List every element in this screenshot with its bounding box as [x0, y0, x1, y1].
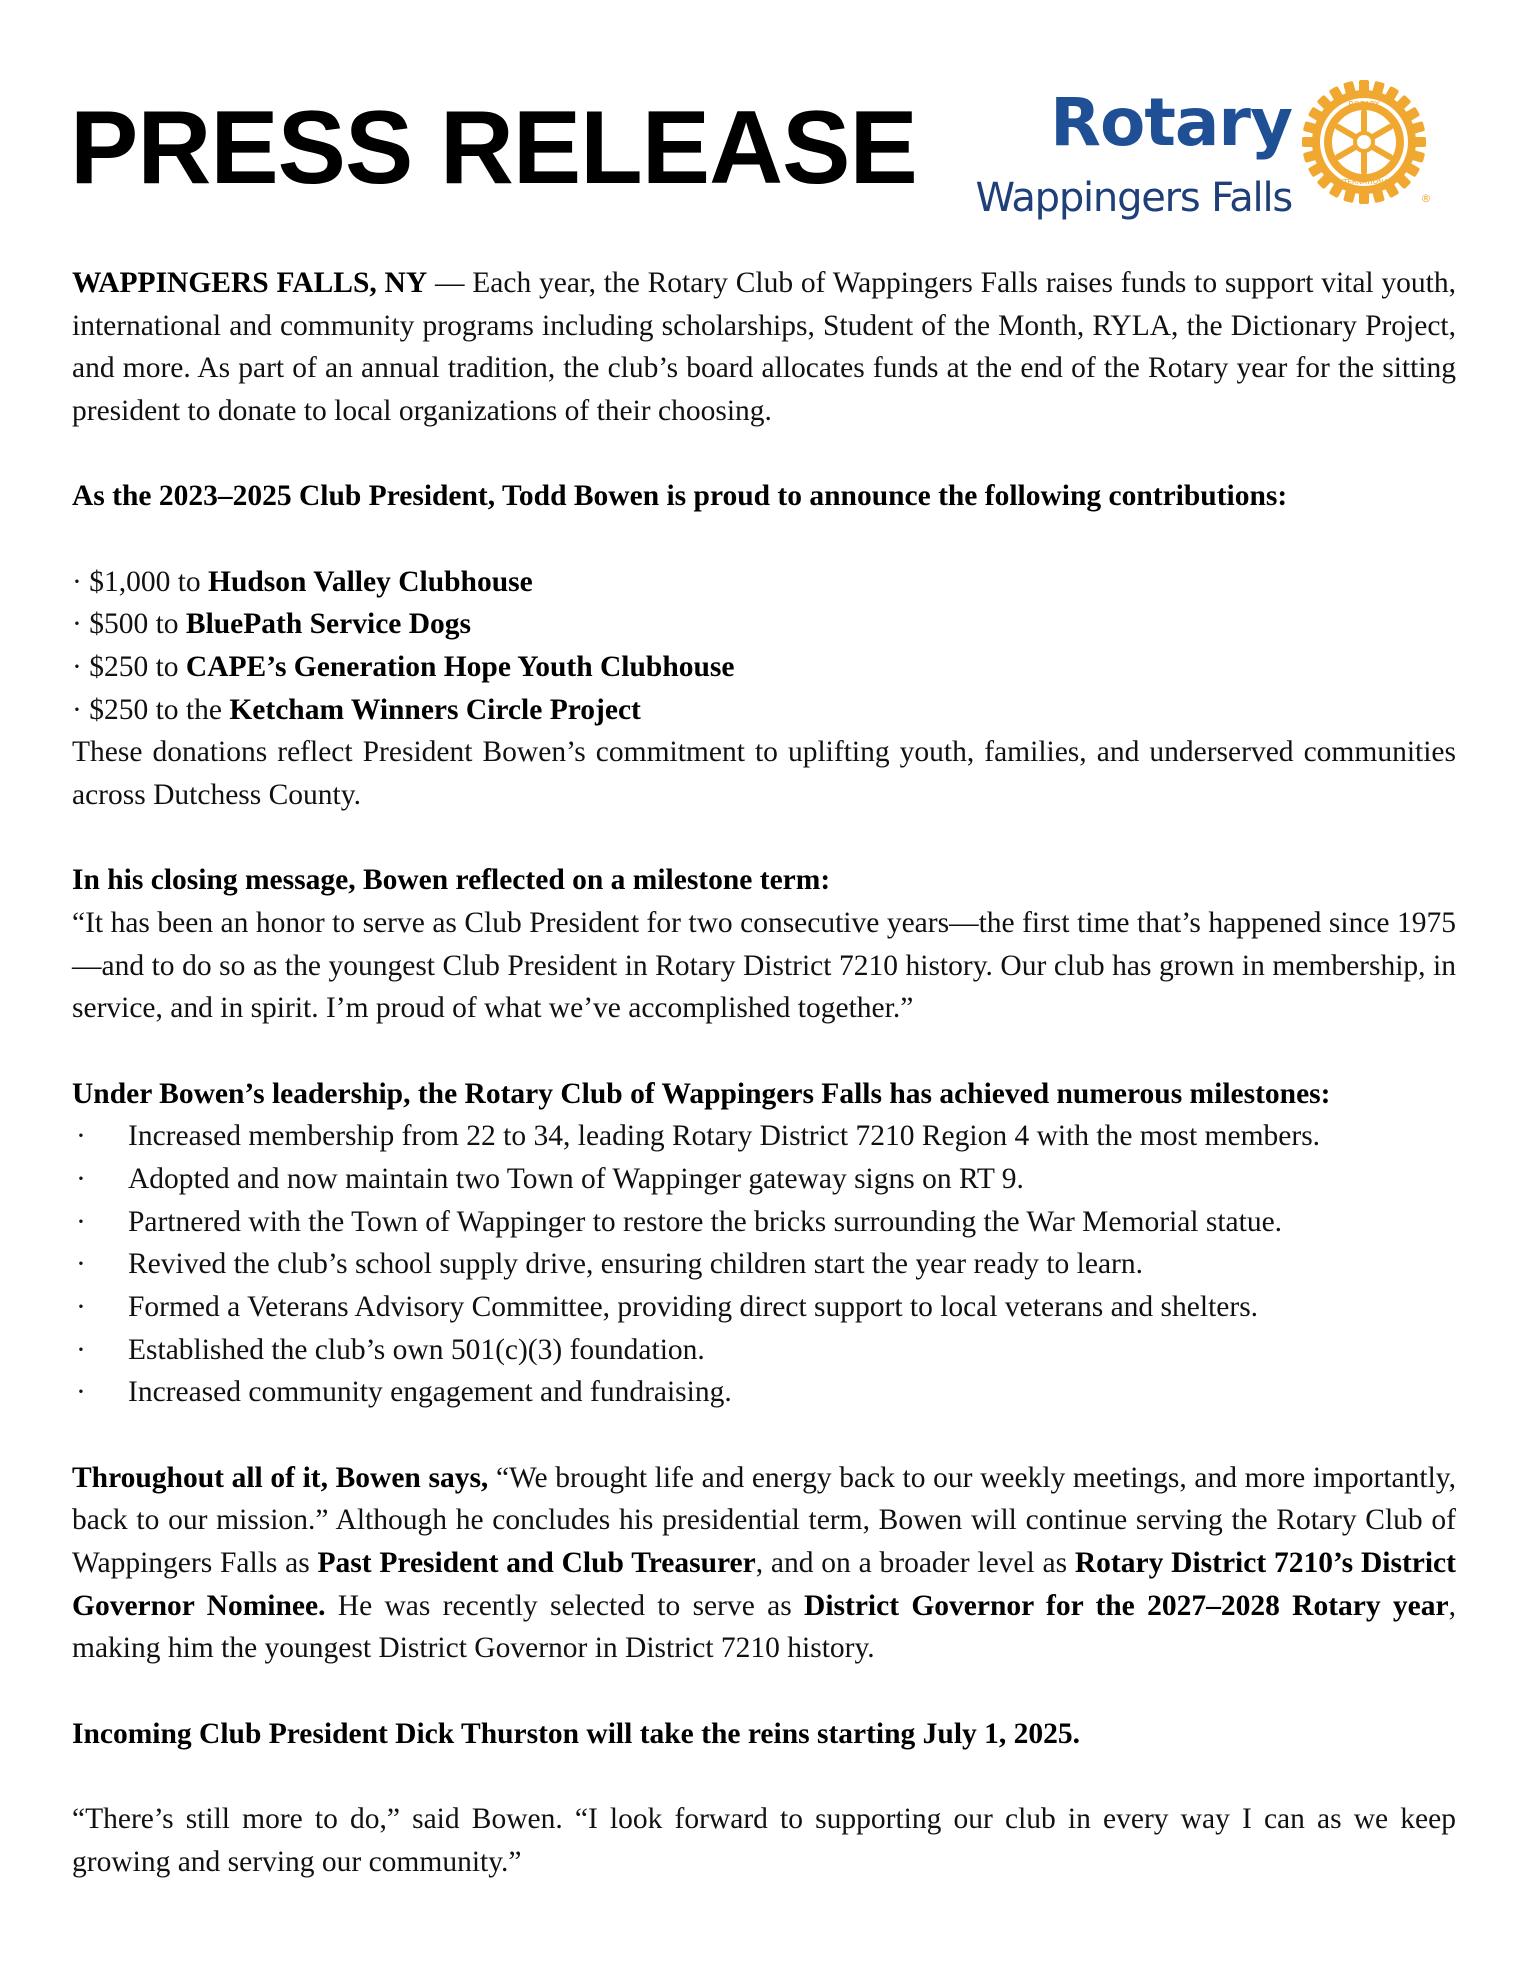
- donation-org: Ketcham Winners Circle Project: [229, 693, 641, 726]
- donation-org: BluePath Service Dogs: [185, 608, 472, 641]
- closing-heading: In his closing message, Bowen reflected on a milestone term:: [72, 864, 831, 897]
- donation-item: · $500 to BluePath Service Dogs: [72, 608, 472, 641]
- milestone-item: · Established the club’s own 501(c)(3) foundation.: [76, 1333, 705, 1366]
- milestones-heading: Under Bowen’s leadership, the Rotary Club of Wappingers Falls has achieved numerous milestones:: [72, 1077, 1331, 1110]
- announcement-heading: As the 2023–2025 Club President, Todd Bowen is proud to announce the following contributions:: [72, 480, 1288, 513]
- milestone-item: · Formed a Veterans Advisory Committee, providing direct support to local veterans and shelters.: [76, 1291, 1259, 1323]
- incoming-president: Incoming Club President Dick Thurston will take the reins starting July 1, 2025.: [72, 1717, 1081, 1750]
- logo-name: Rotary: [1050, 84, 1292, 161]
- logo-subtitle: Wappingers Falls: [975, 175, 1292, 221]
- registered-mark: ®: [1420, 192, 1432, 205]
- milestones-list: [72, 1115, 1456, 1414]
- press-release-body: [72, 262, 1456, 1883]
- donation-org: Hudson Valley Clubhouse: [208, 565, 533, 598]
- milestone-item: · Increased community engagement and fundraising.: [76, 1376, 732, 1409]
- emblem-top-text: ROTARY: [1348, 100, 1380, 109]
- intro-text: Each year, the Rotary Club of Wappingers Falls raises funds to support vital youth, international and community programs including scholarships, Student of the Month, RYLA, the Dictionary Project, and more. As part of an annual tradition, the club’s board allocates funds at the end of the Rotary year for the sitting president to donate to local organizations of their choosing.: [72, 267, 1456, 428]
- donation-item: · $250 to CAPE’s Generation Hope Youth Clubhouse: [72, 651, 735, 684]
- milestone-item: · Increased membership from 22 to 34, leading Rotary District 7210 Region 4 with the most members.: [76, 1120, 1321, 1153]
- intro-paragraph: [72, 262, 1456, 433]
- donation-item: · $1,000 to Hudson Valley Clubhouse: [72, 565, 533, 598]
- milestone-item: · Partnered with the Town of Wappinger to restore the bricks surrounding the War Memorial statue.: [76, 1205, 1283, 1238]
- rotary-logo: [940, 70, 1440, 240]
- rotary-wheel-icon: [1298, 72, 1440, 214]
- donations-list: [72, 561, 1456, 732]
- dateline: WAPPINGERS FALLS, NY: [72, 267, 428, 299]
- throughout-paragraph: Throughout all of it, Bowen says, “We brought life and energy back to our weekly meetings, and more importantly, back to our mission.” Although he concludes his presidential term, Bowen will continue serving the Rotary Club of Wappingers Falls as Past President and Club Treasurer, and on a broader level as Rotary District 7210’s District Governor Nominee. He was recently selected to serve as District Governor for the 2027–2028 Rotary year, making him the youngest District Governor in District 7210 history.: [72, 1461, 1457, 1665]
- closing-quote: “It has been an honor to serve as Club President for two consecutive years—the first time that’s happened since 1975—and to do so as the youngest Club President in Rotary District 7210 history. Our club has grown in membership, in service, and in spirit. I’m proud of what we’ve accomplished together.”: [72, 907, 1456, 1025]
- page-title: PRESS RELEASE: [70, 90, 917, 206]
- donations-summary: These donations reflect President Bowen’s commitment to uplifting youth, families, and underserved communities across Dutchess County.: [72, 736, 1456, 812]
- milestone-item: · Adopted and now maintain two Town of Wappinger gateway signs on RT 9.: [76, 1163, 1024, 1196]
- emblem-bottom-text: INTERNATIONAL: [1335, 178, 1393, 186]
- donation-item: · $250 to the Ketcham Winners Circle Project: [72, 693, 641, 726]
- dateline-dash: —: [427, 267, 473, 299]
- donation-org: CAPE’s Generation Hope Youth Clubhouse: [185, 651, 735, 684]
- final-quote: “There’s still more to do,” said Bowen. “I look forward to supporting our club in every way I can as we keep growing and serving our community.”: [72, 1802, 1456, 1878]
- milestone-item: · Revived the club’s school supply drive, ensuring children start the year ready to learn.: [76, 1248, 1143, 1281]
